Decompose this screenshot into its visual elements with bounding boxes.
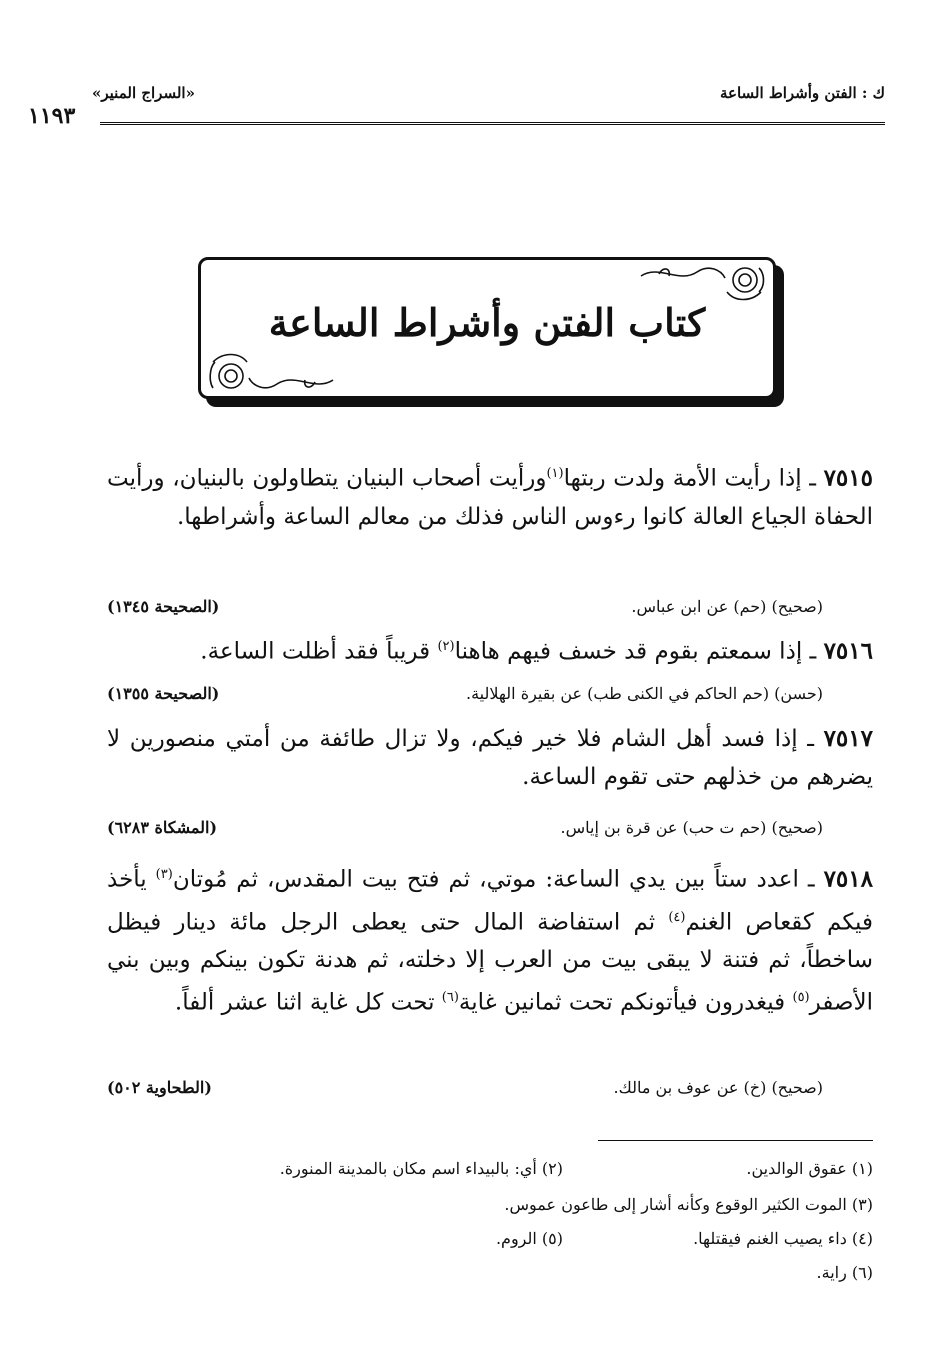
footnote-ref: (٣) <box>155 867 173 882</box>
grade-reference: (المشكاة ٦٢٨٣) <box>107 818 218 837</box>
ornament-bottom-left-icon <box>205 344 335 394</box>
grade-source: (صحيح) (خ) عن عوف بن مالك. <box>613 1078 823 1097</box>
running-header-book: «السراج المنير» <box>92 84 195 102</box>
grade-source: (حسن) (حم الحاكم في الكنى طب) عن بقيرة الهلالية. <box>466 684 823 703</box>
hadith-text: تحت كل غاية اثنا عشر ألفاً. <box>174 989 442 1016</box>
footnote-6: (٦) راية. <box>816 1263 873 1282</box>
grade-source: (صحيح) (حم) عن ابن عباس. <box>631 597 823 616</box>
hadith-text: فيغدرون فيأتونكم تحت ثمانين غاية <box>458 989 793 1016</box>
hadith-7517-grade <box>107 818 823 837</box>
hadith-text: ـ اعدد ستاً بين يدي الساعة: موتي، ثم فتح بيت المقدس، ثم مُوتان <box>172 866 824 893</box>
footnote-2: (٢) أي: بالبيداء اسم مكان بالمدينة المنورة. <box>279 1159 563 1178</box>
hadith-number: ٧٥١٦ <box>823 637 873 665</box>
book-title: كتاب الفتن وأشراط الساعة <box>268 300 706 345</box>
grade-reference: (الصحيحة ١٣٥٥) <box>107 684 220 703</box>
hadith-text: ـ إذا فسد أهل الشام فلا خير فيكم، ولا تزال طائفة من أمتي منصورين لا يضرهم من خذلهم حتى تقوم الساعة. <box>107 726 873 790</box>
hadith-7515 <box>107 455 873 536</box>
page-number: ١١٩٣ <box>28 103 76 129</box>
footnote-5: (٥) الروم. <box>495 1229 563 1248</box>
footnote-ref: (١) <box>546 466 564 481</box>
running-header-chapter: ك : الفتن وأشراط الساعة <box>719 84 885 102</box>
footnote-rule <box>598 1140 873 1141</box>
footnote-ref: (٤) <box>668 909 686 925</box>
footnote-1: (١) عقوق الوالدين. <box>746 1159 873 1178</box>
hadith-7515-grade <box>107 597 823 616</box>
hadith-text: ـ إذا سمعتم بقوم قد خسف فيهم هاهنا <box>454 638 824 665</box>
grade-reference: (الصحيحة ١٣٤٥) <box>107 597 220 616</box>
hadith-text: قريباً فقد أظلت الساعة. <box>200 638 438 665</box>
footnote-3: (٣) الموت الكثير الوقوع وكأنه أشار إلى طاعون عموس. <box>504 1195 873 1214</box>
header-rule <box>100 122 885 125</box>
hadith-7518-grade <box>107 1078 823 1097</box>
footnote-ref: (٢) <box>437 639 455 654</box>
hadith-7516 <box>107 628 873 671</box>
hadith-7516-grade <box>107 684 823 703</box>
hadith-text: يأخذ فيكم كقعاص الغنم <box>107 866 873 936</box>
hadith-number: ٧٥١٨ <box>823 865 873 893</box>
hadith-7517 <box>107 720 873 796</box>
hadith-text: ورأيت أصحاب البنيان يتطاولون بالبنيان، ورأيت الحفاة الجياع العالة كانوا رءوس الناس فذلك من معالم الساعة وأشراطها. <box>107 465 873 530</box>
hadith-number: ٧٥١٧ <box>823 725 873 752</box>
hadith-text: ـ إذا رأيت الأمة ولدت ربتها <box>563 465 824 492</box>
footnote-ref: (٥) <box>792 990 810 1006</box>
hadith-text: ثم استفاضة المال حتى يعطى الرجل مائة دينار فيظل ساخطاً، ثم فتنة لا يبقى بيت من العرب إلا دخلته، ثم هدنة تكون بينكم وبين بني الأصفر <box>107 909 873 1016</box>
hadith-number: ٧٥١٥ <box>823 464 873 492</box>
footnote-4: (٤) داء يصيب الغنم فيقتلها. <box>693 1229 873 1248</box>
grade-source: (صحيح) (حم ت حب) عن قرة بن إياس. <box>560 818 823 837</box>
hadith-7518 <box>107 856 873 1022</box>
grade-reference: (الطحاوية ٥٠٢) <box>107 1078 212 1097</box>
footnote-ref: (٦) <box>441 990 459 1006</box>
